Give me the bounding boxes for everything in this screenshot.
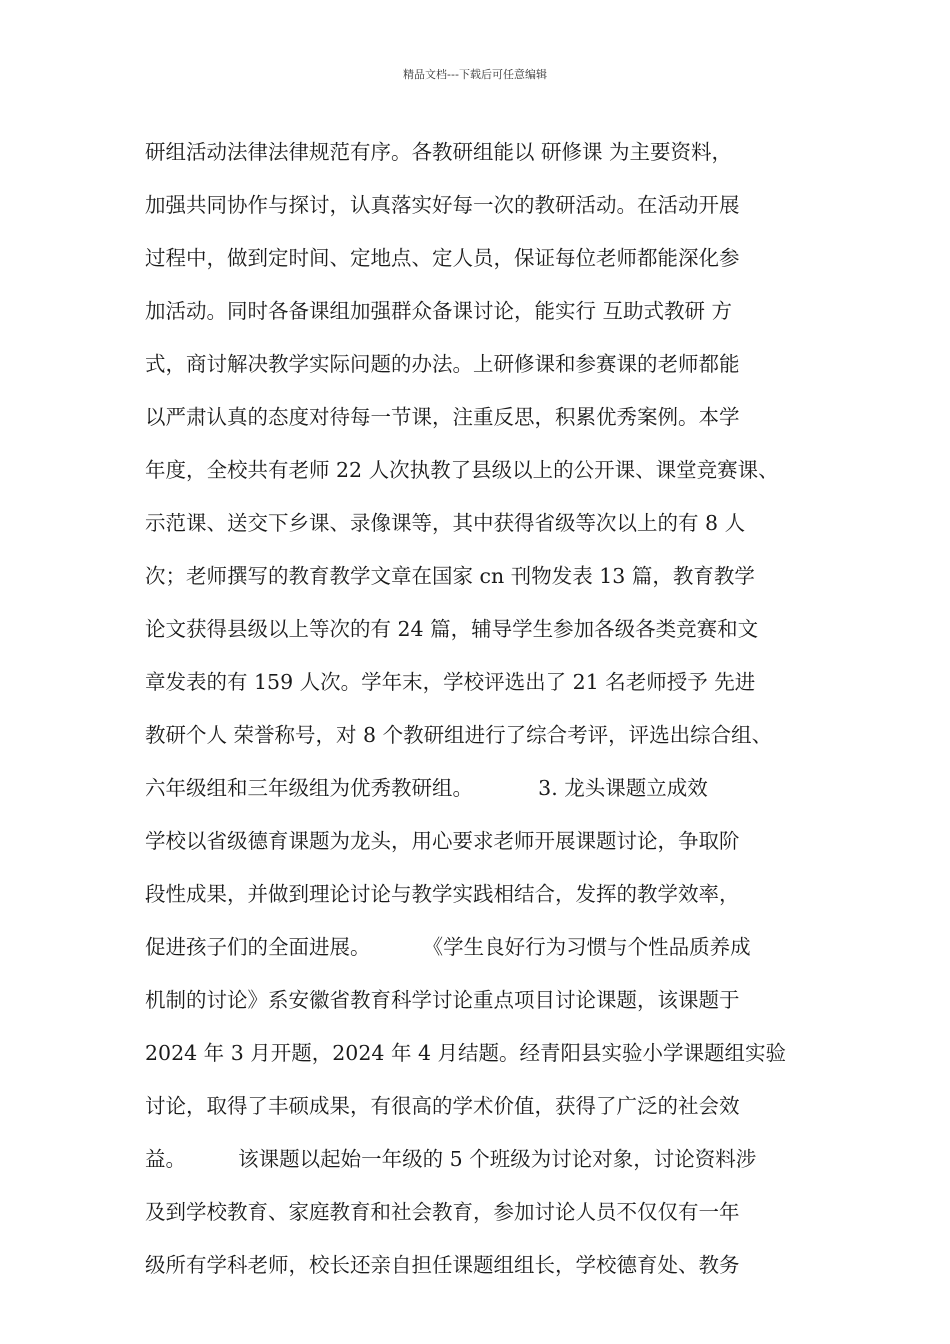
text-line: 级所有学科老师，校长还亲自担任课题组组长，学校德育处、教务	[145, 1253, 740, 1277]
text-line: 促进孩子们的全面进展。 《学生良好行为习惯与个性品质养成	[145, 935, 751, 959]
text-line: 讨论，取得了丰硕成果，有很高的学术价值，获得了广泛的社会效	[145, 1094, 740, 1118]
text-line: 章发表的有 159 人次。学年末，学校评选出了 21 名老师授予 先进	[145, 670, 756, 694]
text-line: 六年级组和三年级组为优秀教研组。 3. 龙头课题立成效	[145, 776, 708, 800]
text-line: 论文获得县级以上等次的有 24 篇，辅导学生参加各级各类竞赛和文	[145, 617, 759, 641]
text-line: 教研个人 荣誉称号，对 8 个教研组进行了综合考评，评选出综合组、	[145, 723, 773, 747]
text-line: 2024 年 3 月开题，2024 年 4 月结题。经青阳县实验小学课题组实验	[145, 1041, 787, 1065]
text-line: 段性成果，并做到理论讨论与教学实践相结合，发挥的教学效率，	[145, 882, 740, 906]
text-line: 年度，全校共有老师 22 人次执教了县级以上的公开课、课堂竞赛课、	[145, 458, 779, 482]
page-header: 精品文档---下载后可任意编辑	[403, 68, 547, 81]
text-line: 益。 该课题以起始一年级的 5 个班级为讨论对象，讨论资料涉	[145, 1147, 757, 1171]
text-line: 以严肃认真的态度对待每一节课，注重反思，积累优秀案例。本学	[145, 405, 740, 429]
text-line: 学校以省级德育课题为龙头，用心要求老师开展课题讨论，争取阶	[145, 829, 740, 853]
text-line: 研组活动法律法律规范有序。各教研组能以 研修课 为主要资料，	[145, 140, 733, 164]
text-line: 示范课、送交下乡课、录像课等，其中获得省级等次以上的有 8 人	[145, 511, 746, 535]
text-line: 加活动。同时各备课组加强群众备课讨论，能实行 互助式教研 方	[145, 299, 733, 323]
text-line: 加强共同协作与探讨，认真落实好每一次的教研活动。在活动开展	[145, 193, 740, 217]
document-body	[145, 126, 825, 1292]
text-line: 式，商讨解决教学实际问题的办法。上研修课和参赛课的老师都能	[145, 352, 740, 376]
text-line: 次；老师撰写的教育教学文章在国家 cn 刊物发表 13 篇，教育教学	[145, 564, 755, 588]
text-line: 过程中，做到定时间、定地点、定人员，保证每位老师都能深化参	[145, 246, 740, 270]
text-line: 及到学校教育、家庭教育和社会教育，参加讨论人员不仅仅有一年	[145, 1200, 740, 1224]
text-line: 机制的讨论》系安徽省教育科学讨论重点项目讨论课题，该课题于	[145, 988, 740, 1012]
